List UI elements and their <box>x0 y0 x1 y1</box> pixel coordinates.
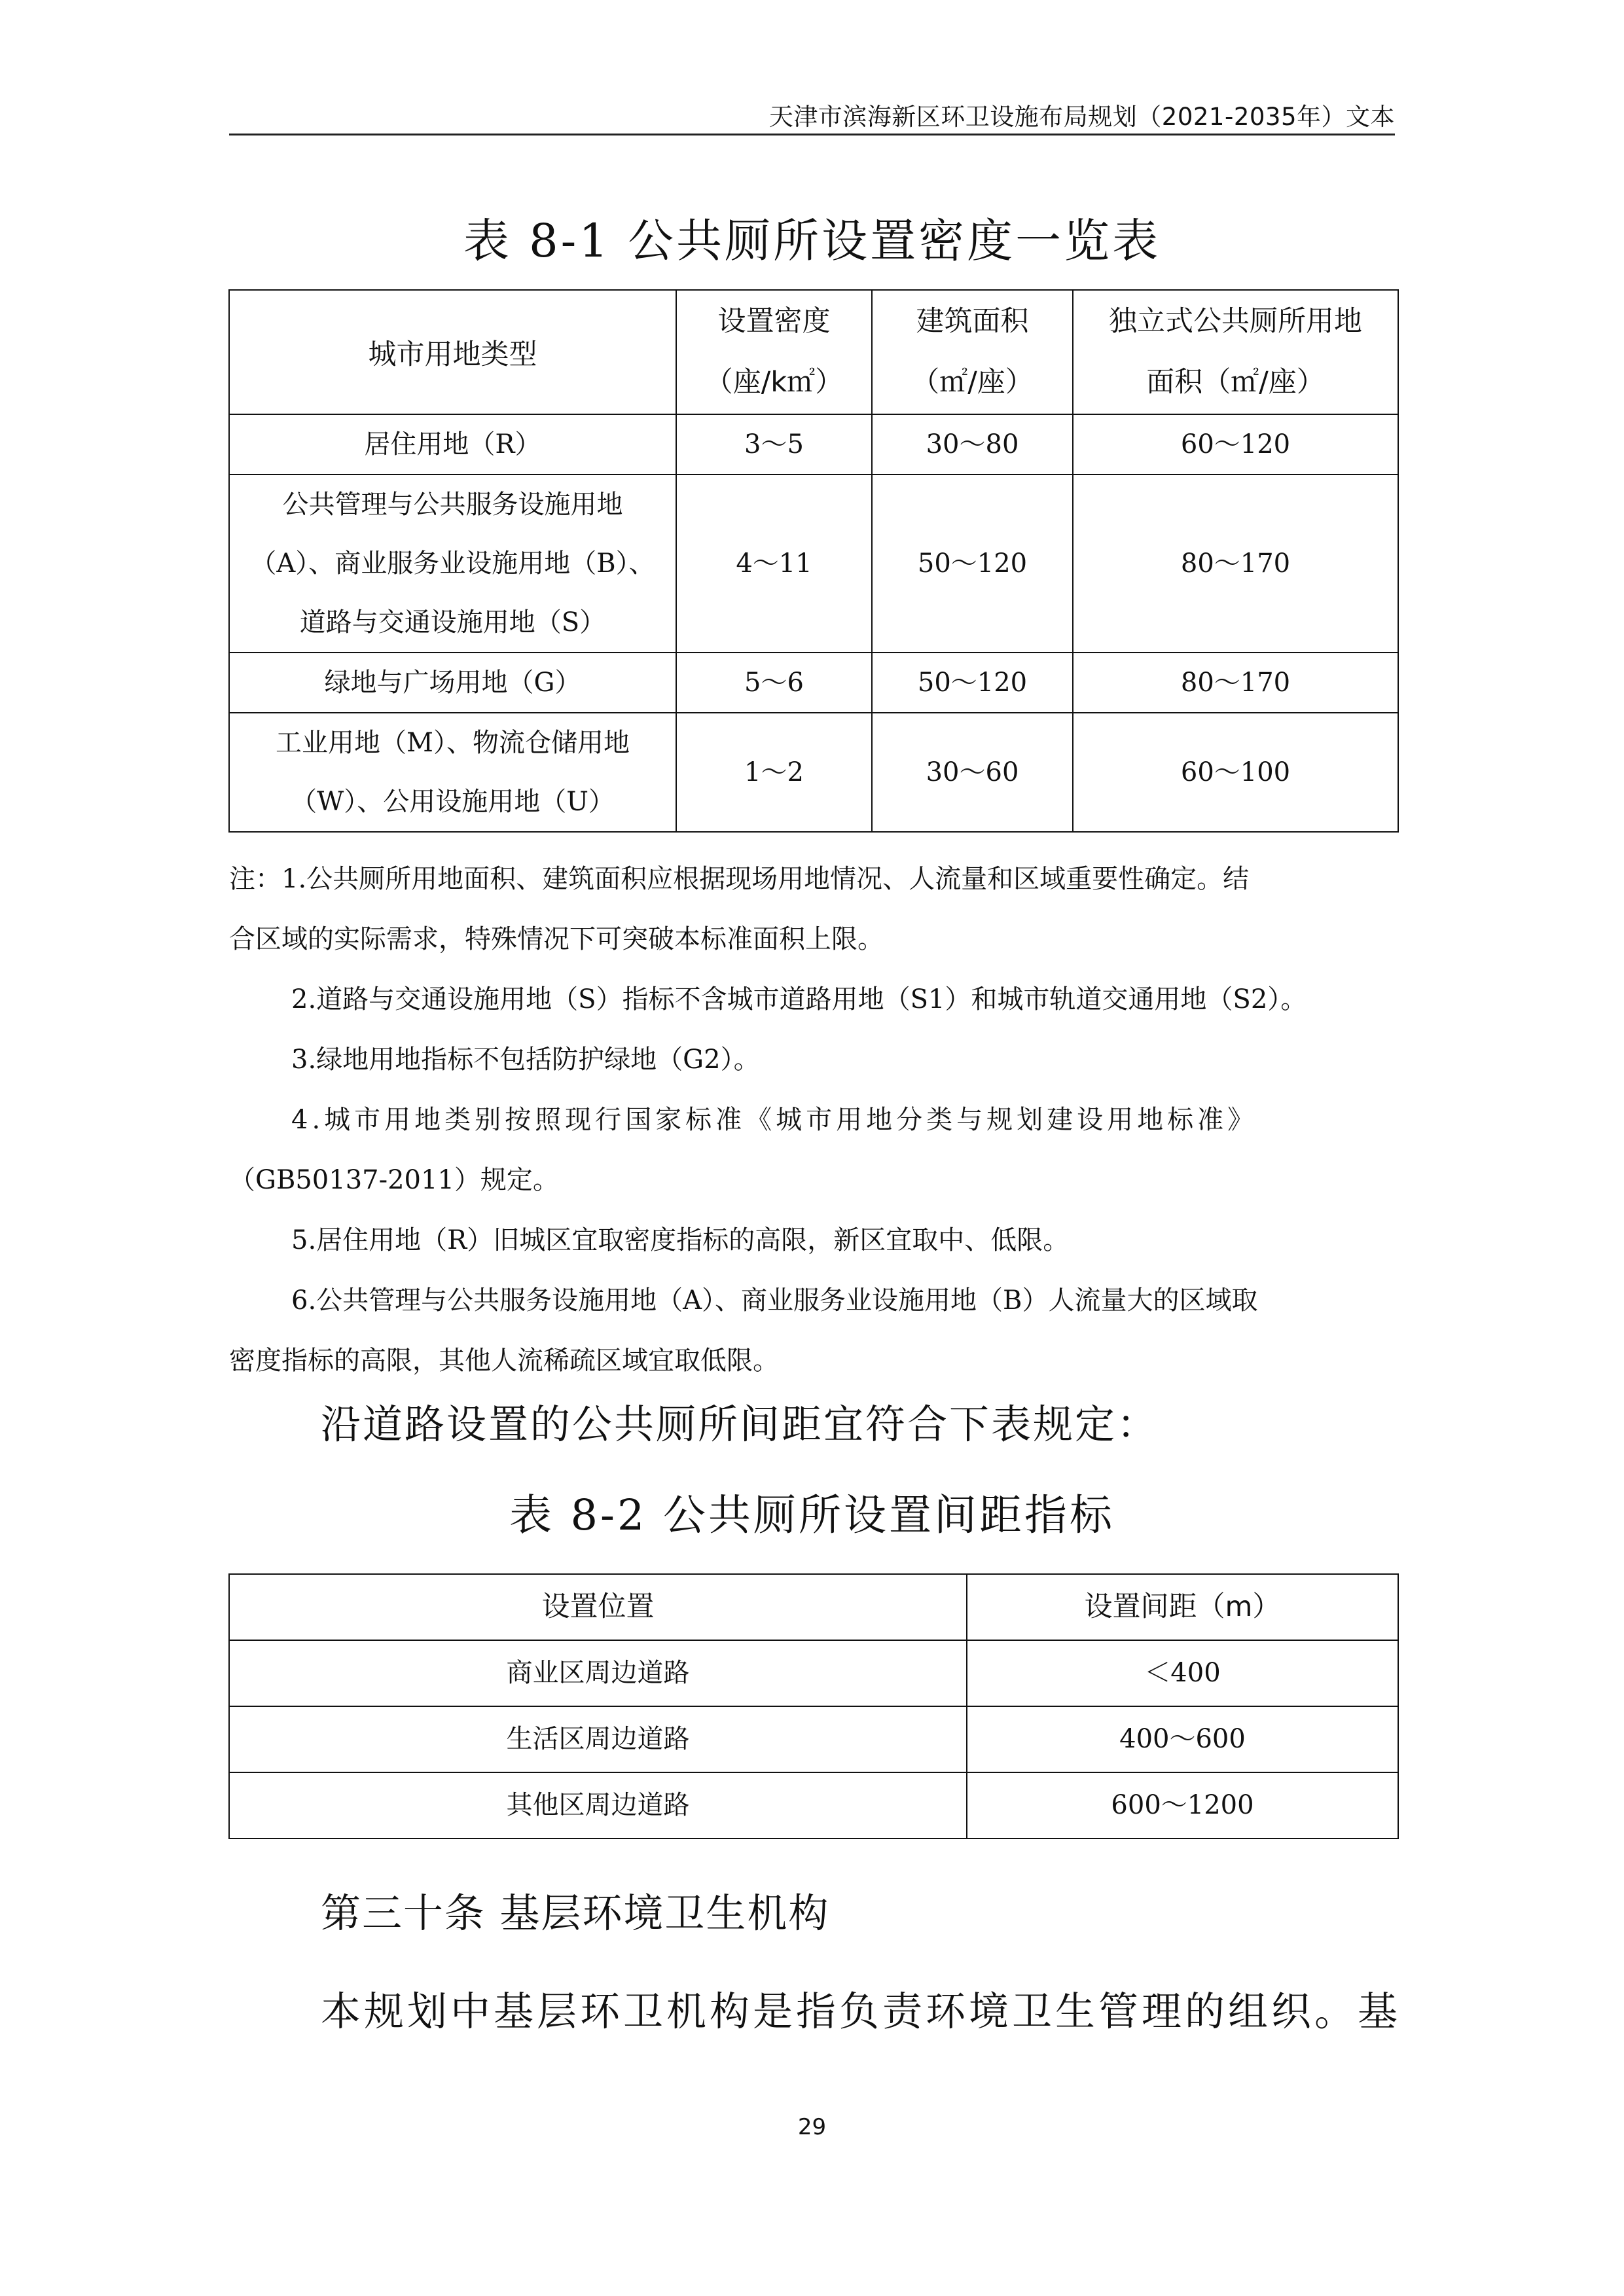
running-header: 天津市滨海新区环卫设施布局规划（2021-2035年）文本 <box>768 103 1395 131</box>
header-land-area: 独立式公共厕所用地 面积（㎡/座） <box>1073 290 1398 414</box>
table-row <box>229 1640 1398 1706</box>
note-1-line-2: 合区域的实际需求，特殊情况下可突破本标准面积上限。 <box>229 924 884 954</box>
cell-position: 生活区周边道路 <box>229 1706 967 1772</box>
cell-building-area: 50～120 <box>872 653 1073 713</box>
note-4-line-1: 4.城市用地类别按照现行国家标准《城市用地分类与规划建设用地标准》 <box>291 1105 1258 1135</box>
cell-density: 4～11 <box>676 475 872 653</box>
cell-land-area: 60～120 <box>1073 414 1398 475</box>
cell-building-area: 50～120 <box>872 475 1073 653</box>
cell-land-type: 绿地与广场用地（G） <box>229 653 676 713</box>
note-5: 5.居住用地（R）旧城区宜取密度指标的高限，新区宜取中、低限。 <box>291 1225 1070 1255</box>
table2-intro: 沿道路设置的公共厕所间距宜符合下表规定： <box>321 1401 1159 1448</box>
cell-spacing: ＜400 <box>967 1640 1398 1706</box>
cell-land-type: 工业用地（M）、物流仓储用地 （W）、公用设施用地（U） <box>229 713 676 832</box>
note-2: 2.道路与交通设施用地（S）指标不含城市道路用地（S1）和城市轨道交通用地（S2）。 <box>291 984 1307 1014</box>
table-row <box>229 653 1398 713</box>
header-divider <box>229 134 1395 135</box>
page-number: 29 <box>797 2114 827 2140</box>
cell-land-area: 80～170 <box>1073 475 1398 653</box>
table-row <box>229 713 1398 832</box>
article-title: 第三十条 基层环境卫生机构 <box>321 1890 830 1937</box>
header-position: 设置位置 <box>229 1574 967 1640</box>
cell-position: 其他区周边道路 <box>229 1772 967 1839</box>
cell-land-type: 居住用地（R） <box>229 414 676 475</box>
density-table <box>228 289 1399 833</box>
header-building-area: 建筑面积 （㎡/座） <box>872 290 1073 414</box>
note-6-line-2: 密度指标的高限，其他人流稀疏区域宜取低限。 <box>229 1346 779 1376</box>
cell-land-area: 80～170 <box>1073 653 1398 713</box>
cell-land-type: 公共管理与公共服务设施用地 （A）、商业服务业设施用地（B）、 道路与交通设施用地（S） <box>229 475 676 653</box>
table-row <box>229 414 1398 475</box>
header-density: 设置密度 （座/k㎡） <box>676 290 872 414</box>
cell-position: 商业区周边道路 <box>229 1640 967 1706</box>
table2-caption: 表 8-2 公共厕所设置间距指标 <box>509 1491 1115 1540</box>
table-row <box>229 475 1398 653</box>
table-row <box>229 1706 1398 1772</box>
cell-spacing: 600～1200 <box>967 1772 1398 1839</box>
note-4-line-2: （GB50137-2011）规定。 <box>229 1165 559 1195</box>
cell-land-area: 60～100 <box>1073 713 1398 832</box>
note-3: 3.绿地用地指标不包括防护绿地（G2）。 <box>291 1045 760 1075</box>
header-spacing: 设置间距（m） <box>967 1574 1398 1640</box>
table-row <box>229 1772 1398 1839</box>
table1-caption: 表 8-1 公共厕所设置密度一览表 <box>463 214 1161 268</box>
cell-density: 3～5 <box>676 414 872 475</box>
cell-building-area: 30～80 <box>872 414 1073 475</box>
cell-density: 1～2 <box>676 713 872 832</box>
spacing-table <box>228 1573 1399 1839</box>
cell-building-area: 30～60 <box>872 713 1073 832</box>
cell-spacing: 400～600 <box>967 1706 1398 1772</box>
note-6-line-1: 6.公共管理与公共服务设施用地（A）、商业服务业设施用地（B）人流量大的区域取 <box>291 1285 1258 1316</box>
note-1-line-1: 注：1.公共厕所用地面积、建筑面积应根据现场用地情况、人流量和区域重要性确定。结 <box>229 864 1250 894</box>
article-body: 本规划中基层环卫机构是指负责环境卫生管理的组织。基 <box>321 1988 1401 2035</box>
header-land-type: 城市用地类型 <box>229 290 676 414</box>
cell-density: 5～6 <box>676 653 872 713</box>
